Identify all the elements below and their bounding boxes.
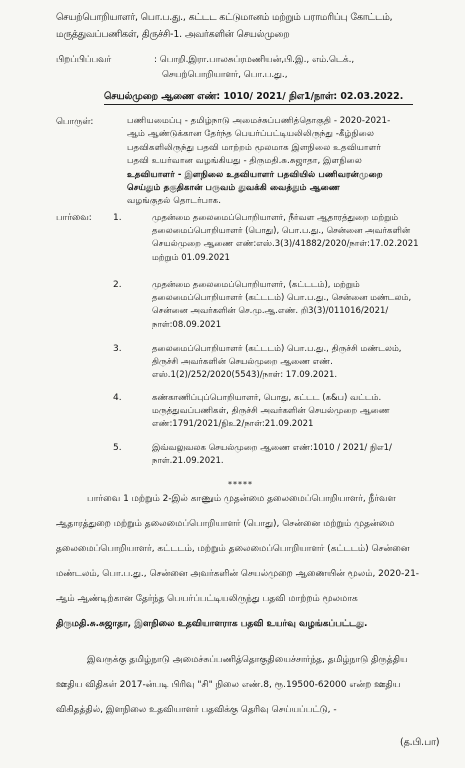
reference-number: 2. <box>113 280 122 290</box>
reference-item-1: முதன்மை தலைமைப்பொறியாளர், நீர்வள ஆதாரத்துறை மற்றும் தலைமைப்பொறியாளர் (பொது), பொ.ப.து., சென்னை அவர்களின் செயல்முறை ஆணை எண்:எஸ்.3(3)/41882/2020/நாள்:17.02.2021 மற்றும் 01.09.2021 <box>152 213 419 263</box>
continuation-mark: (த.பி.பா) <box>400 737 440 748</box>
reference-item-3: தலைமைப்பொறியாளர் (கட்டடம்) பொ.ப.து., திருச்சி மண்டலம், திருச்சி அவர்களின் செயல்முறை ஆணை எண். எஸ்.1(2)/252/2020(5543)/நாள்: 17.09.2021. <box>152 344 402 381</box>
body-paragraph-2-line: இவருக்கு தமிழ்நாடு அமைச்சுப்பணித்தொகுதியைச்சார்ந்த, தமிழ்நாடு திருத்திய <box>87 655 408 665</box>
body-paragraph-2-line: ஊதிய விதிகள் 2017-ன்படி பிரிவு "சி" நிலை எண்.8, ரூ.19500-62000 என்ற ஊதிய <box>56 680 401 690</box>
body-paragraph-2-line: விகிதத்தில், இளநிலை உதவியாளர் பதவிக்கு தெரிவு செய்யப்பட்டு, - <box>56 705 337 715</box>
body-paragraph-1-line: மண்டலம், பொ.ப.து., சென்னை அவர்களின் செயல்முறை ஆணையின் மூலம், 2020-21- <box>56 569 420 579</box>
office-header-line2: மருத்துவப்பணிகள், திருச்சி-1. அவர்களின் செயல்முறை <box>56 29 290 40</box>
reference-number: 3. <box>113 344 122 354</box>
reference-number: 4. <box>113 393 122 403</box>
reference-item-2: முதன்மை தலைமைப்பொறியாளர், (கட்டடம்), மற்றும் தலைமைப்பொறியாளர் (கட்டடம்) பொ.ப.து., சென்னை மண்டலம், சென்னை அவர்களின் செ.மு.ஆ.எண். றி3(3)/011016/2021/ நாள்:08.09.2021 <box>152 280 412 330</box>
body-paragraph-1-line: ஆம் ஆண்டிற்கான தேர்ந்த பெயர்ப்பட்டியலிருந்து பதவி மாற்றம் மூலமாக <box>56 594 358 604</box>
order-title-underline <box>104 104 413 105</box>
subject-line: உதவியாளர் - இளநிலை உதவியாளர் பதவியில் பணிவரன்முறை <box>127 169 383 180</box>
presence-label: பிறப்பிப்பவர் <box>56 55 112 65</box>
subject-label: பொருள்: <box>56 117 94 127</box>
presence-designation: செயற்பொறியாளர், பொ.ப.து., <box>162 70 288 80</box>
subject-line: வழங்குதல் தொடர்பாக. <box>127 196 221 207</box>
order-title: செயல்முறை ஆணை எண்: 1010/ 2021/ நிஎ1/நாள்: 02.03.2022. <box>104 91 404 102</box>
body-paragraph-1-line: தலைமைப்பொறியாளர், கட்டடம், மற்றும் தலைமைப்பொறியாளர் (கட்டடம்) சென்னை <box>56 544 410 554</box>
subject-line: பதவிகளிலிருந்து பதவி மாற்றம் மூலமாக இளநிலை உதவியாளர் <box>127 142 381 153</box>
presence-name: : பொறி.இரா.பாலசுப்ரமணியன்,பி.இ., எம்.டெக்., <box>154 55 355 65</box>
reference-number: 1. <box>113 213 122 223</box>
reference-number: 5. <box>113 443 122 453</box>
subject-line: பதவி உயர்வான வழங்கியது - திருமதி.சு.சுஜாதா, இளநிலை <box>127 156 362 167</box>
references-label: பார்வை: <box>56 213 92 223</box>
subject-line: பணியமைப்பு - தமிழ்நாடு அமைச்சுப்பணித்தொகுதி - 2020-2021- <box>127 116 391 126</box>
body-paragraph-1-line: திருமதி.சு.சுஜாதா, இளநிலை உதவியாளராக பதவி உயர்வு வழங்கப்பட்டது. <box>56 619 368 629</box>
reference-item-5: இவ்வலுவலக செயல்முறை ஆணை எண்:1010 / 2021/ நிஎ1/ நாள்.21.09.2021. <box>152 443 392 467</box>
subject-text <box>127 115 427 209</box>
section-separator: ***** <box>228 480 253 489</box>
subject-line: செய்தும் தகுதிகான் பருவம் துவக்கி வைத்தும் ஆணை <box>127 183 340 194</box>
office-header-line1: செயற்பொறியாளர், பொ.ப.து., கட்டட கட்டுமானம் மற்றும் பராமரிப்பு கோட்டம், <box>56 12 393 23</box>
body-paragraph-1-line: பார்வை 1 மற்றும் 2-இல் காணும் முதன்மை தலைமைப்பொறியாளர், நீர்வள <box>87 494 396 504</box>
reference-item-4: கண்காணிப்புப்பொறியாளர், பொது, கட்டட (க&ப) வட்டம். மருத்துவப்பணிகள், திருச்சி அவர்களின் செயல்முறை ஆணை எண்:1791/2021/நிஉ2/நாள்:21.09.2021 <box>152 393 390 430</box>
body-paragraph-1-line: ஆதாரத்துறை மற்றும் தலைமைப்பொறியாளர் (பொது), சென்னை மற்றும் முதன்மை <box>56 519 395 529</box>
subject-line: ஆம் ஆண்டுக்கான தேர்ந்த பெயர்ப்பட்டியலிலிருந்து -கீழ்நிலை <box>127 129 375 140</box>
